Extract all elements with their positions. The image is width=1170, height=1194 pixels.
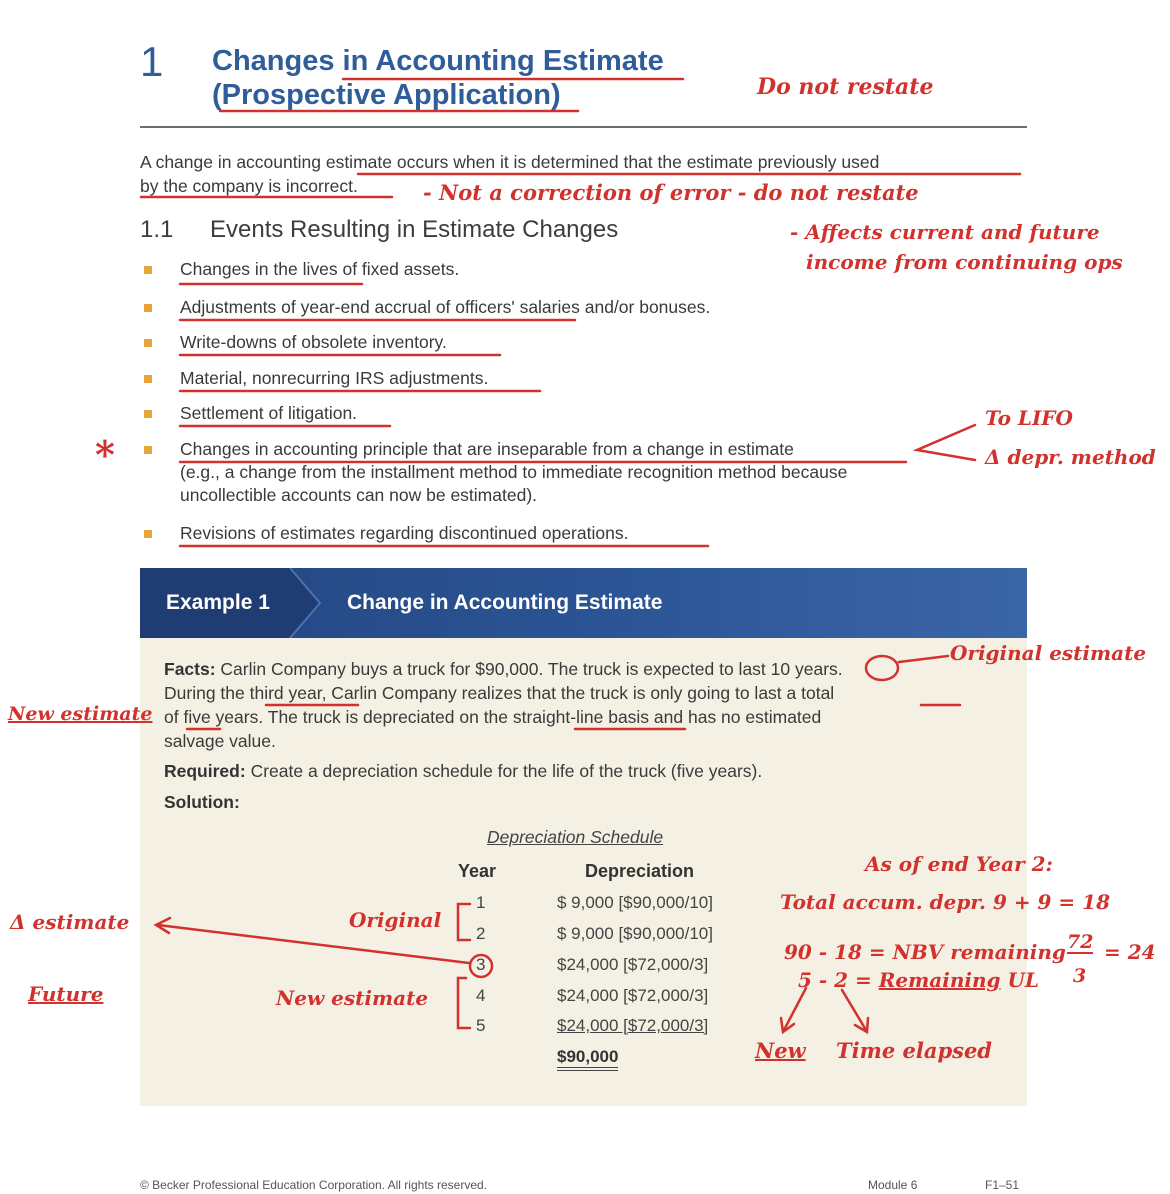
- list-item-note-line2: uncollectible accounts can now be estimated).: [180, 485, 538, 505]
- section-title: [212, 44, 664, 112]
- annotation-future: Future: [28, 982, 104, 1006]
- required-line: Required: Create a depreciation schedule for the life of the truck (five years).: [164, 761, 763, 781]
- section-number: 1: [140, 38, 164, 85]
- annotation-fraction-numerator: 72: [1067, 931, 1094, 953]
- table-row-depreciation: $ 9,000 [$90,000/10]: [557, 924, 713, 943]
- example-label: Example 1: [166, 591, 270, 614]
- annotation-delta-estimate: Δ estimate: [10, 910, 130, 934]
- annotation-new-estimate: New estimate: [8, 703, 153, 725]
- annotation-equals-24: = 24: [1104, 940, 1156, 964]
- bullet-square-icon: [144, 375, 152, 383]
- table-row-year: 4: [476, 986, 486, 1005]
- annotation-time-elapsed: Time elapsed: [836, 1038, 992, 1063]
- annotation-new-estimate-schedule: New estimate: [276, 986, 429, 1010]
- intro-line2: by the company is incorrect.: [140, 176, 358, 196]
- annotation-delta-depr-method: Δ depr. method: [985, 445, 1156, 469]
- annotation-not-correction: - Not a correction of error - do not restate: [423, 180, 919, 205]
- bullet-square-icon: [144, 339, 152, 347]
- table-row-depreciation: $24,000 [$72,000/3]: [557, 955, 709, 974]
- bullet-square-icon: [144, 530, 152, 538]
- annotation-new: New: [755, 1038, 806, 1063]
- example-title: Change in Accounting Estimate: [347, 591, 663, 614]
- solution-label: Solution:: [164, 792, 240, 812]
- schedule-title: Depreciation Schedule: [487, 827, 664, 847]
- bullet-square-icon: [144, 446, 152, 454]
- table-row-depreciation: $24,000 [$72,000/3]: [557, 986, 709, 1005]
- annotation-as-of-year2: As of end Year 2:: [865, 852, 1053, 876]
- table-row-depreciation: $ 9,000 [$90,000/10]: [557, 893, 713, 912]
- table-row-year: 3: [476, 955, 486, 974]
- table-row-year: 2: [476, 924, 486, 943]
- subsection-heading: [140, 216, 618, 244]
- section-title-line2: (Prospective Application): [212, 79, 561, 111]
- list-item-text: Changes in accounting principle that are inseparable from a change in estimate: [180, 439, 794, 459]
- list-item-note-line1: (e.g., a change from the installment method to immediate recognition method because: [180, 462, 848, 482]
- facts-label: Facts:: [164, 659, 216, 679]
- table-row-year: 5: [476, 1016, 486, 1035]
- intro-line1: A change in accounting estimate occurs when it is determined that the estimate previously used: [140, 152, 880, 172]
- footer-page-number: F1–51: [985, 1178, 1020, 1192]
- section-title-line1: Changes in Accounting Estimate: [212, 45, 664, 77]
- column-header-depreciation: Depreciation: [585, 861, 695, 881]
- schedule-total: $90,000: [557, 1047, 618, 1071]
- facts-paragraph: Facts: Carlin Company buys a truck for $90,000. The truck is expected to last 10 years. During the third year, Carlin Company realizes that the truck is only going to last a total of five years. The truck is depreciated on the straight-line basis and has no estimated salvage value.: [164, 659, 843, 751]
- bullet-square-icon: [144, 266, 152, 274]
- column-header-year: Year: [458, 861, 497, 881]
- annotation-affects-1: - Affects current and future: [790, 220, 1100, 244]
- subsection-title: Events Resulting in Estimate Changes: [210, 216, 619, 243]
- facts-ten: 10: [770, 659, 791, 679]
- section-divider: [140, 126, 1027, 128]
- bullet-square-icon: [144, 410, 152, 418]
- subsection-number: 1.1: [140, 216, 174, 243]
- annotation-remaining-ul: 5 - 2 = Remaining UL: [798, 968, 1039, 992]
- annotation-original-estimate: Original estimate: [950, 641, 1147, 665]
- table-row-year: 1: [476, 893, 486, 912]
- annotation-nbv: 90 - 18 = NBV remaining: [784, 940, 1066, 964]
- annotation-original: Original: [349, 908, 442, 932]
- annotation-do-not-restate: Do not restate: [757, 74, 934, 100]
- bullet-square-icon: [144, 304, 152, 312]
- footer-module: Module 6: [868, 1178, 918, 1192]
- annotation-to-lifo: To LIFO: [985, 406, 1073, 430]
- annotation-affects-2: income from continuing ops: [806, 250, 1123, 274]
- annotation-fraction-denominator: 3: [1073, 965, 1087, 987]
- annotation-asterisk: *: [95, 432, 115, 477]
- table-row-depreciation: $24,000 [$72,000/3]: [557, 1016, 709, 1035]
- footer-copyright: © Becker Professional Education Corporation. All rights reserved.: [140, 1178, 488, 1192]
- annotation-total-accum: Total accum. depr. 9 + 9 = 18: [780, 890, 1110, 914]
